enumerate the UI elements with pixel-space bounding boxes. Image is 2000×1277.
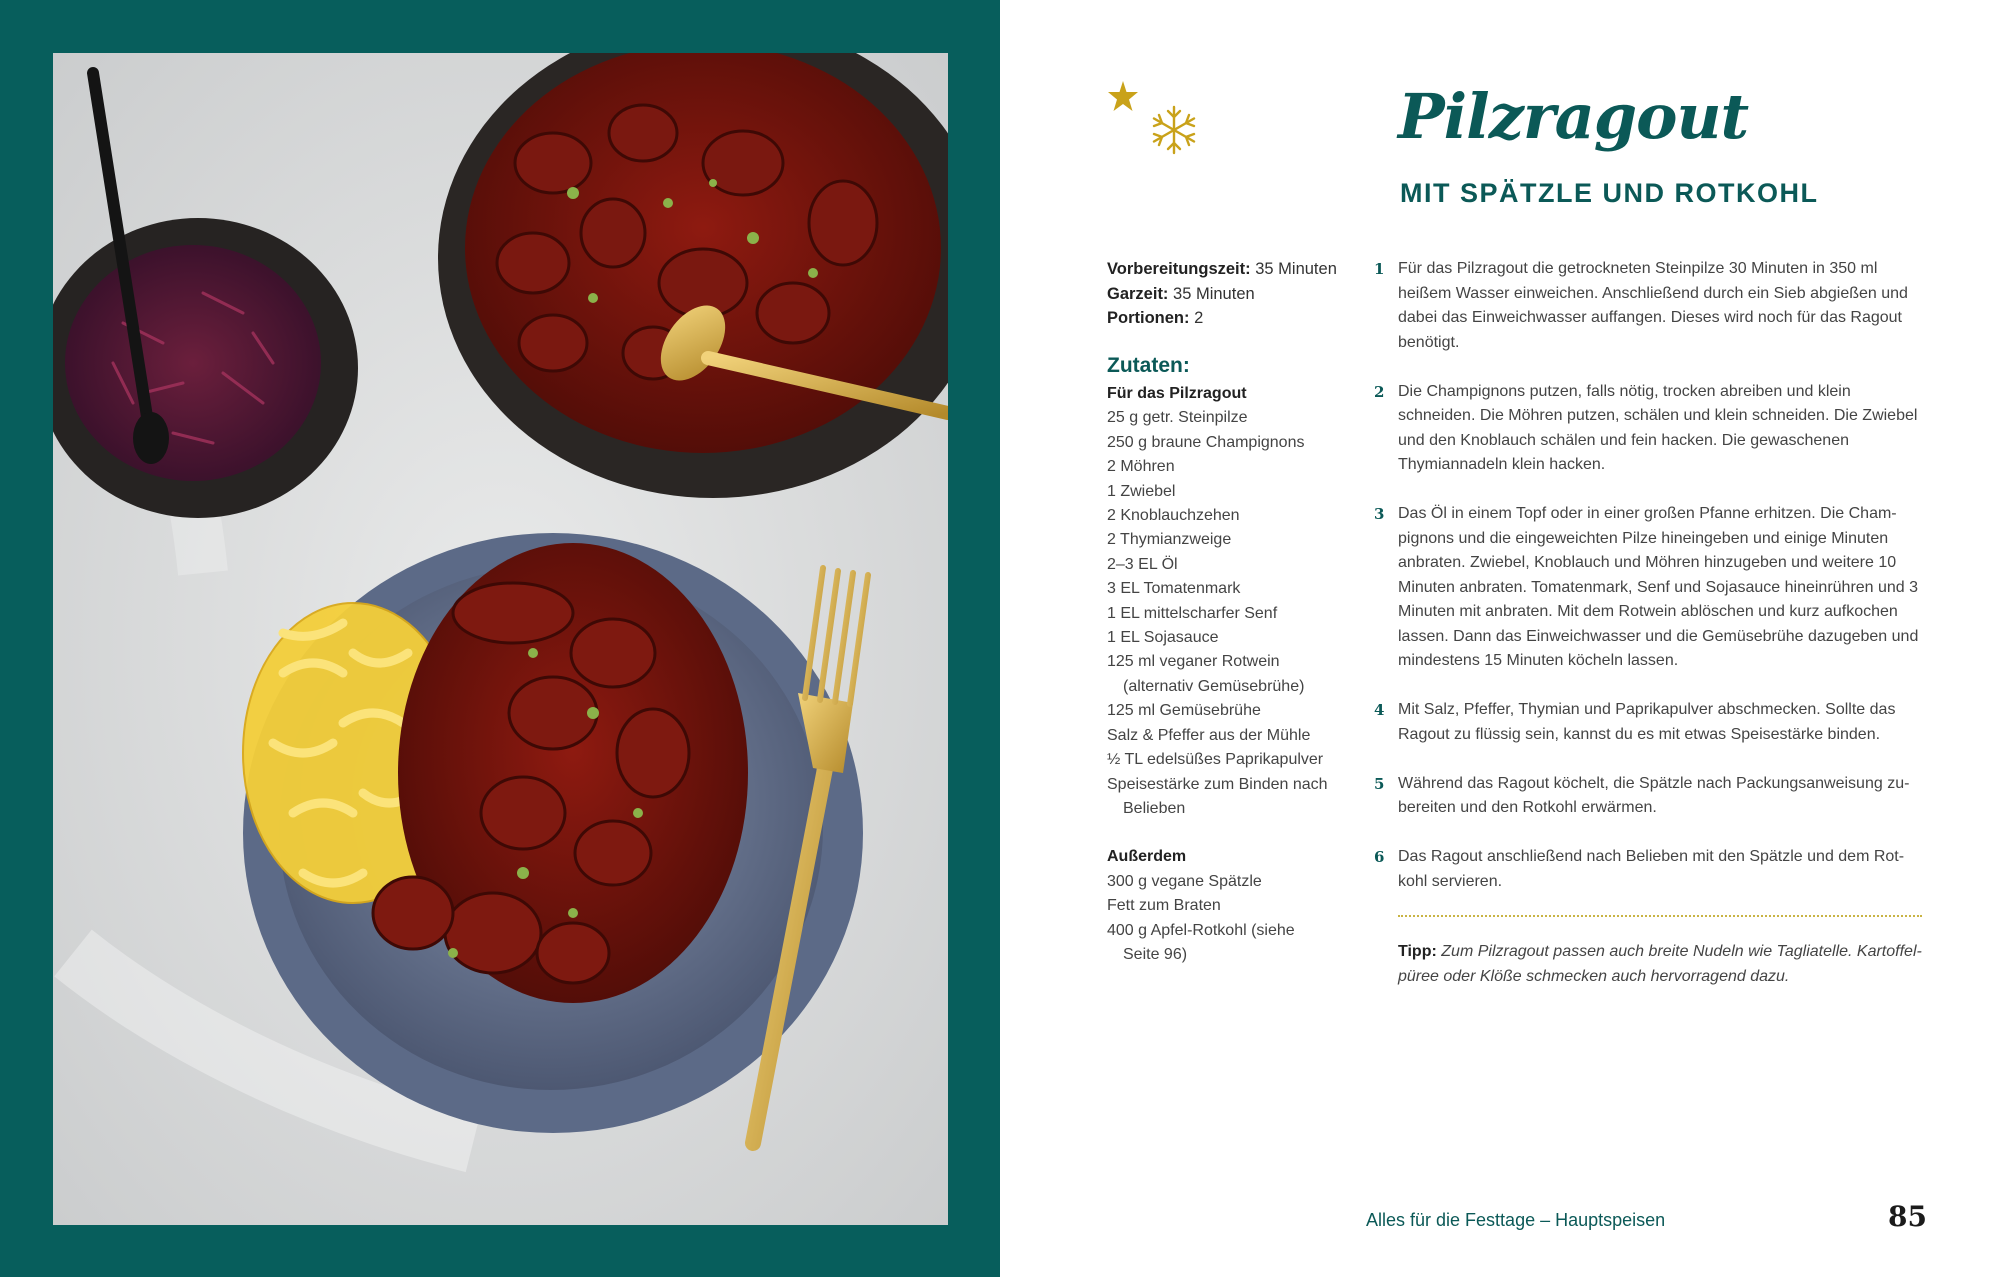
food-photo-illustration bbox=[53, 53, 948, 1225]
step-text: Das Ragout anschließend nach Belieben mit den Spätzle und dem Rotkohl servieren. bbox=[1398, 848, 1905, 890]
step-item bbox=[1374, 257, 1922, 355]
step-text: Mit Salz, Pfeffer, Thymian und Paprikapulver abschmecken. Sollte das Ragout zu flüssig sein, kannst du es mit etwas Speisestärke binden. bbox=[1398, 701, 1896, 743]
step-item bbox=[1374, 380, 1922, 478]
tip-box bbox=[1398, 940, 1926, 989]
recipe-meta bbox=[1107, 257, 1367, 331]
ingredient-item: 2 Knoblauchzehen bbox=[1107, 507, 1240, 525]
cook-time-label: Garzeit: bbox=[1107, 284, 1169, 303]
ingredient-item: 3 EL Tomatenmark bbox=[1107, 580, 1241, 598]
star-icon bbox=[1106, 80, 1140, 114]
ingredient-item-continuation: Seite 96) bbox=[1123, 945, 1188, 963]
portions-value: 2 bbox=[1194, 309, 1204, 327]
ingredient-item: 250 g braune Champignons bbox=[1107, 433, 1305, 451]
cook-time bbox=[1107, 282, 1367, 307]
ingredients-section bbox=[1107, 352, 1367, 967]
step-item bbox=[1374, 698, 1922, 747]
ingredient-item: Fett zum Braten bbox=[1107, 897, 1221, 915]
ingredient-list-extras bbox=[1107, 870, 1367, 968]
step-item bbox=[1374, 772, 1922, 821]
prep-time-value: 35 Minuten bbox=[1255, 260, 1337, 278]
step-item bbox=[1374, 502, 1922, 674]
ingredient-item: 125 ml Gemüsebrühe bbox=[1107, 702, 1261, 720]
ingredient-group-title: Für das Pilzragout bbox=[1107, 385, 1247, 402]
ingredient-list-ragout bbox=[1107, 406, 1367, 821]
step-text: Das Öl in einem Topf oder in einer großen Pfanne erhitzen. Die Champignons und die eingeweichten Pilze hineingeben und einige Minuten anbraten. Zwiebel, Knoblauch und Möhren hinzugeben und weitere 10 Minuten anbraten. Tomatenmark, Senf und Sojasauce hineinrühren und 3 Minuten mit anbraten. Mit dem Rotwein ablöschen und kurz aufkochen lassen. Dann das Einweichwasser und die Gemüsebrühe dazugeben und mindestens 15 Minuten köcheln lassen. bbox=[1398, 505, 1919, 669]
step-number: 2 bbox=[1374, 382, 1385, 401]
prep-time bbox=[1107, 257, 1367, 282]
step-number: 5 bbox=[1374, 774, 1385, 793]
ingredient-group-title: Außerdem bbox=[1107, 848, 1187, 866]
running-footer: Alles für die Festtage – Hauptspeisen bbox=[1366, 1210, 1666, 1230]
ingredient-item: 300 g vegane Spätzle bbox=[1107, 872, 1262, 890]
food-photo bbox=[53, 53, 948, 1225]
portions bbox=[1107, 306, 1367, 331]
step-number: 4 bbox=[1374, 701, 1385, 719]
right-page bbox=[1000, 0, 2000, 1277]
instructions bbox=[1374, 257, 1922, 919]
ingredient-item: 400 g Apfel-Rotkohl (siehe bbox=[1107, 921, 1295, 939]
ingredient-item-continuation: Belieben bbox=[1123, 799, 1186, 817]
step-number: 6 bbox=[1374, 848, 1385, 866]
ingredient-item: 1 Zwiebel bbox=[1107, 482, 1176, 500]
step-number: 3 bbox=[1374, 505, 1385, 523]
snowflake-icon bbox=[1148, 104, 1200, 156]
cook-time-value: 35 Minuten bbox=[1173, 284, 1255, 303]
ingredient-item: 125 ml veganer Rotwein bbox=[1107, 653, 1280, 671]
step-item bbox=[1374, 845, 1922, 894]
ingredient-item: 2–3 EL Öl bbox=[1107, 555, 1178, 573]
step-text: Die Champignons putzen, falls nötig, trocken abreiben und klein schneiden. Die Möhren putzen, schälen und klein schneiden. Die Zwiebel und den Knoblauch schälen und fein hacken. Die gewaschenen Thymiannadeln klein hacken. bbox=[1398, 382, 1918, 473]
step-number: 1 bbox=[1374, 260, 1385, 278]
page-number: 85 bbox=[1888, 1200, 1927, 1233]
recipe-title: Pilzragout bbox=[1398, 80, 1749, 153]
ingredients-heading: Zutaten: bbox=[1107, 354, 1190, 377]
tip-text: Zum Pilzragout passen auch breite Nudeln wie Tagliatelle. Kartoffelpüree oder Klöße schmecken auch hervorragend dazu. bbox=[1398, 943, 1922, 985]
ingredient-item: 1 EL mittelscharfer Senf bbox=[1107, 604, 1278, 622]
ingredient-item: Salz & Pfeffer aus der Mühle bbox=[1107, 726, 1311, 744]
step-text: Während das Ragout köchelt, die Spätzle nach Packungsanweisung zubereiten und den Rotkohl erwärmen. bbox=[1398, 774, 1910, 816]
step-text: Für das Pilzragout die getrockneten Steinpilze 30 Minuten in 350 ml heißem Wasser einweichen. Anschließend durch ein Sieb abgießen und dabei das Einweichwasser auffangen. Dieses wird noch für das Ragout benötigt. bbox=[1398, 260, 1908, 351]
ingredient-item: 2 Thymianzweige bbox=[1107, 531, 1232, 549]
ingredient-item: 1 EL Sojasauce bbox=[1107, 629, 1219, 647]
ingredient-item: 2 Möhren bbox=[1107, 458, 1175, 476]
portions-label: Portionen: bbox=[1107, 309, 1190, 327]
dotted-divider bbox=[1398, 915, 1922, 917]
prep-time-label: Vorbereitungszeit: bbox=[1107, 260, 1251, 278]
ingredient-item: 25 g getr. Steinpilze bbox=[1107, 409, 1248, 427]
ingredient-item: ½ TL edelsüßes Paprikapulver bbox=[1107, 751, 1324, 769]
ingredient-item-continuation: (alternativ Gemüsebrühe) bbox=[1123, 677, 1305, 695]
ingredient-item: Speisestärke zum Binden nach bbox=[1107, 775, 1328, 793]
spacer bbox=[1107, 821, 1367, 845]
recipe-subtitle: MIT SPÄTZLE UND ROTKOHL bbox=[1400, 178, 1819, 208]
tip-label: Tipp: bbox=[1398, 943, 1437, 960]
